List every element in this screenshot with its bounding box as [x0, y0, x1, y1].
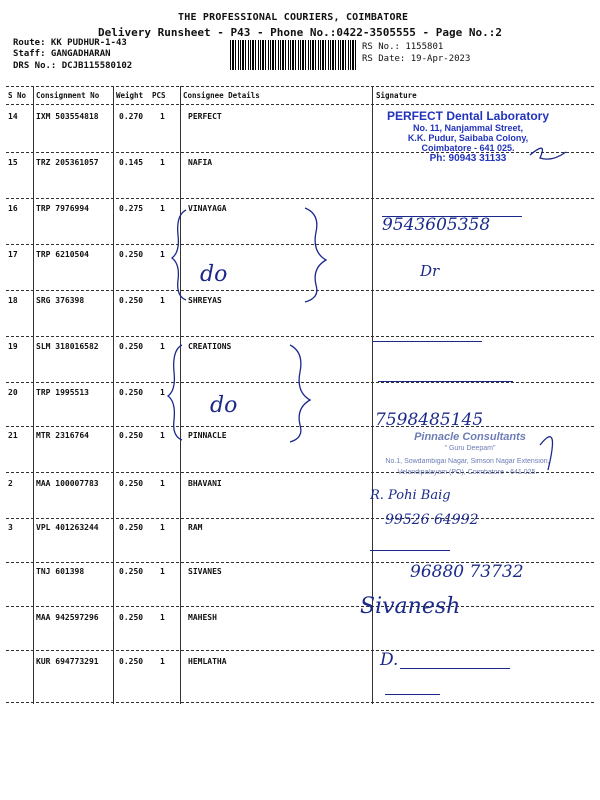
row-consignment-no: TRP 1995513: [36, 388, 89, 397]
stamp-pinnacle-line2: Velandipalayam (PO), Coimbatore - 641 025.: [397, 469, 538, 476]
row-weight: 0.250: [119, 613, 144, 622]
col-header-signature: Signature: [376, 91, 417, 100]
row-pcs: 1: [160, 523, 165, 532]
signature-phone: 96880 73732: [410, 562, 524, 582]
col-header-pcs: PCS: [152, 91, 166, 100]
row-pcs: 1: [160, 388, 165, 397]
row-weight: 0.250: [119, 657, 144, 666]
row-weight: 0.250: [119, 567, 144, 576]
row-sno: 15: [8, 158, 18, 167]
row-pcs: 1: [160, 479, 165, 488]
stamp-perfect-line3: Coimbatore - 641 025.: [421, 143, 515, 153]
rs-date: RS Date: 19-Apr-2023: [362, 54, 471, 64]
signature-stroke: [530, 148, 566, 159]
row-pcs: 1: [160, 296, 165, 305]
row-pcs: 1: [160, 158, 165, 167]
row-consignment-no: SLM 318016582: [36, 342, 99, 351]
row-consignment-no: TRZ 205361057: [36, 158, 99, 167]
row-pcs: 1: [160, 567, 165, 576]
row-weight: 0.275: [119, 204, 144, 213]
row-consignee: CREATIONS: [188, 342, 232, 351]
row-sno: 14: [8, 112, 18, 121]
signature-creations: [378, 365, 513, 382]
row-weight: 0.250: [119, 250, 144, 259]
row-consignee: SIVANES: [188, 567, 222, 576]
row-consignee: SHREYAS: [188, 296, 222, 305]
row-sno: 16: [8, 204, 18, 213]
row-sno: 20: [8, 388, 18, 397]
stamp-pinnacle-name: Pinnacle Consultants: [414, 431, 526, 443]
row-weight: 0.250: [119, 479, 144, 488]
row-consignment-no: MAA 942597296: [36, 613, 99, 622]
row-consignee: RAM: [188, 523, 203, 532]
row-consignment-no: TNJ 601398: [36, 567, 85, 576]
row-pcs: 1: [160, 112, 165, 121]
row-pcs: 1: [160, 342, 165, 351]
row-weight: 0.250: [119, 431, 144, 440]
row-pcs: 1: [160, 613, 165, 622]
row-sno: 19: [8, 342, 18, 351]
row-consignment-no: KUR 694773291: [36, 657, 99, 666]
stamp-perfect-phone: Ph: 90943 31133: [429, 153, 507, 164]
signature-hemlatha: D.: [380, 650, 399, 670]
signature-ram: [370, 538, 450, 551]
ditto-mark: do: [200, 262, 228, 287]
row-weight: 0.250: [119, 296, 144, 305]
row-consignee: PERFECT: [188, 112, 222, 121]
col-header-consignee: Consignee Details: [183, 91, 260, 100]
drs-number: DRS No.: DCJB115580102: [13, 61, 133, 71]
rs-number: RS No.: 1155801: [362, 42, 444, 52]
stamp-pinnacle-line1: No.1, Sowdambigai Nagar, Simson Nagar Extension,: [385, 458, 550, 465]
row-consignee: PINNACLE: [188, 431, 227, 440]
row-pcs: 1: [160, 204, 165, 213]
col-header-consignment: Consignment No: [36, 91, 100, 100]
row-consignee: HEMLATHA: [188, 657, 227, 666]
signature-shreyas: [372, 327, 482, 342]
left-brace: [168, 345, 182, 440]
row-pcs: 1: [160, 250, 165, 259]
row-weight: 0.250: [119, 523, 144, 532]
staff-label: Staff: GANGADHARAN: [13, 49, 111, 59]
signature-stroke: [400, 656, 510, 669]
row-consignee: NAFIA: [188, 158, 213, 167]
signature-phone: 99526 64992: [385, 512, 479, 528]
signature-stroke: [385, 684, 440, 695]
stamp-perfect-line1: No. 11, Nanjammal Street,: [412, 123, 524, 133]
row-consignee: MAHESH: [188, 613, 217, 622]
signature-sivanes: Sivanesh: [360, 594, 461, 619]
row-consignment-no: TRP 6210504: [36, 250, 89, 259]
route-label: Route: KK PUDHUR-1-43: [13, 38, 127, 48]
row-weight: 0.250: [119, 388, 144, 397]
row-consignee: BHAVANI: [188, 479, 222, 488]
col-header-weight: Weight: [116, 91, 144, 100]
company-name: THE PROFESSIONAL COURIERS, COIMBATORE: [178, 12, 409, 23]
row-weight: 0.250: [119, 342, 144, 351]
right-brace: [290, 345, 310, 442]
ditto-mark: do: [210, 393, 238, 418]
row-pcs: 1: [160, 431, 165, 440]
row-consignment-no: MTR 2316764: [36, 431, 89, 440]
row-weight: 0.270: [119, 112, 144, 121]
row-weight: 0.145: [119, 158, 144, 167]
row-sno: 17: [8, 250, 18, 259]
runsheet-title: Delivery Runsheet - P43 - Phone No.:0422-3505555 - Page No.:2: [98, 26, 502, 39]
signature-stroke: [540, 437, 553, 470]
stamp-pinnacle-tag: " Guru Deepam": [444, 445, 496, 452]
row-sno: 3: [8, 523, 13, 532]
stamp-perfect-name: PERFECT Dental Laboratory: [386, 109, 550, 123]
signature-phone: 7598485145: [375, 410, 484, 430]
row-consignment-no: TRP 7976994: [36, 204, 89, 213]
row-sno: 21: [8, 431, 18, 440]
stamp-perfect-line2: K.K. Pudur, Saibaba Colony,: [407, 133, 529, 143]
right-brace: [305, 208, 326, 302]
row-sno: 18: [8, 296, 18, 305]
row-consignee: VINAYAGA: [188, 204, 227, 213]
row-consignment-no: VPL 401263244: [36, 523, 99, 532]
signature-bhavani: R. Pohi Baig: [370, 488, 451, 503]
col-header-sno: S No: [8, 91, 27, 100]
left-brace: [172, 210, 186, 300]
signature-mark: Dr: [420, 262, 440, 280]
row-consignment-no: MAA 100007783: [36, 479, 99, 488]
row-consignment-no: SRG 376398: [36, 296, 85, 305]
row-sno: 2: [8, 479, 13, 488]
row-pcs: 1: [160, 657, 165, 666]
row-consignment-no: IXM 503554818: [36, 112, 99, 121]
signature-phone: 9543605358: [382, 215, 491, 235]
